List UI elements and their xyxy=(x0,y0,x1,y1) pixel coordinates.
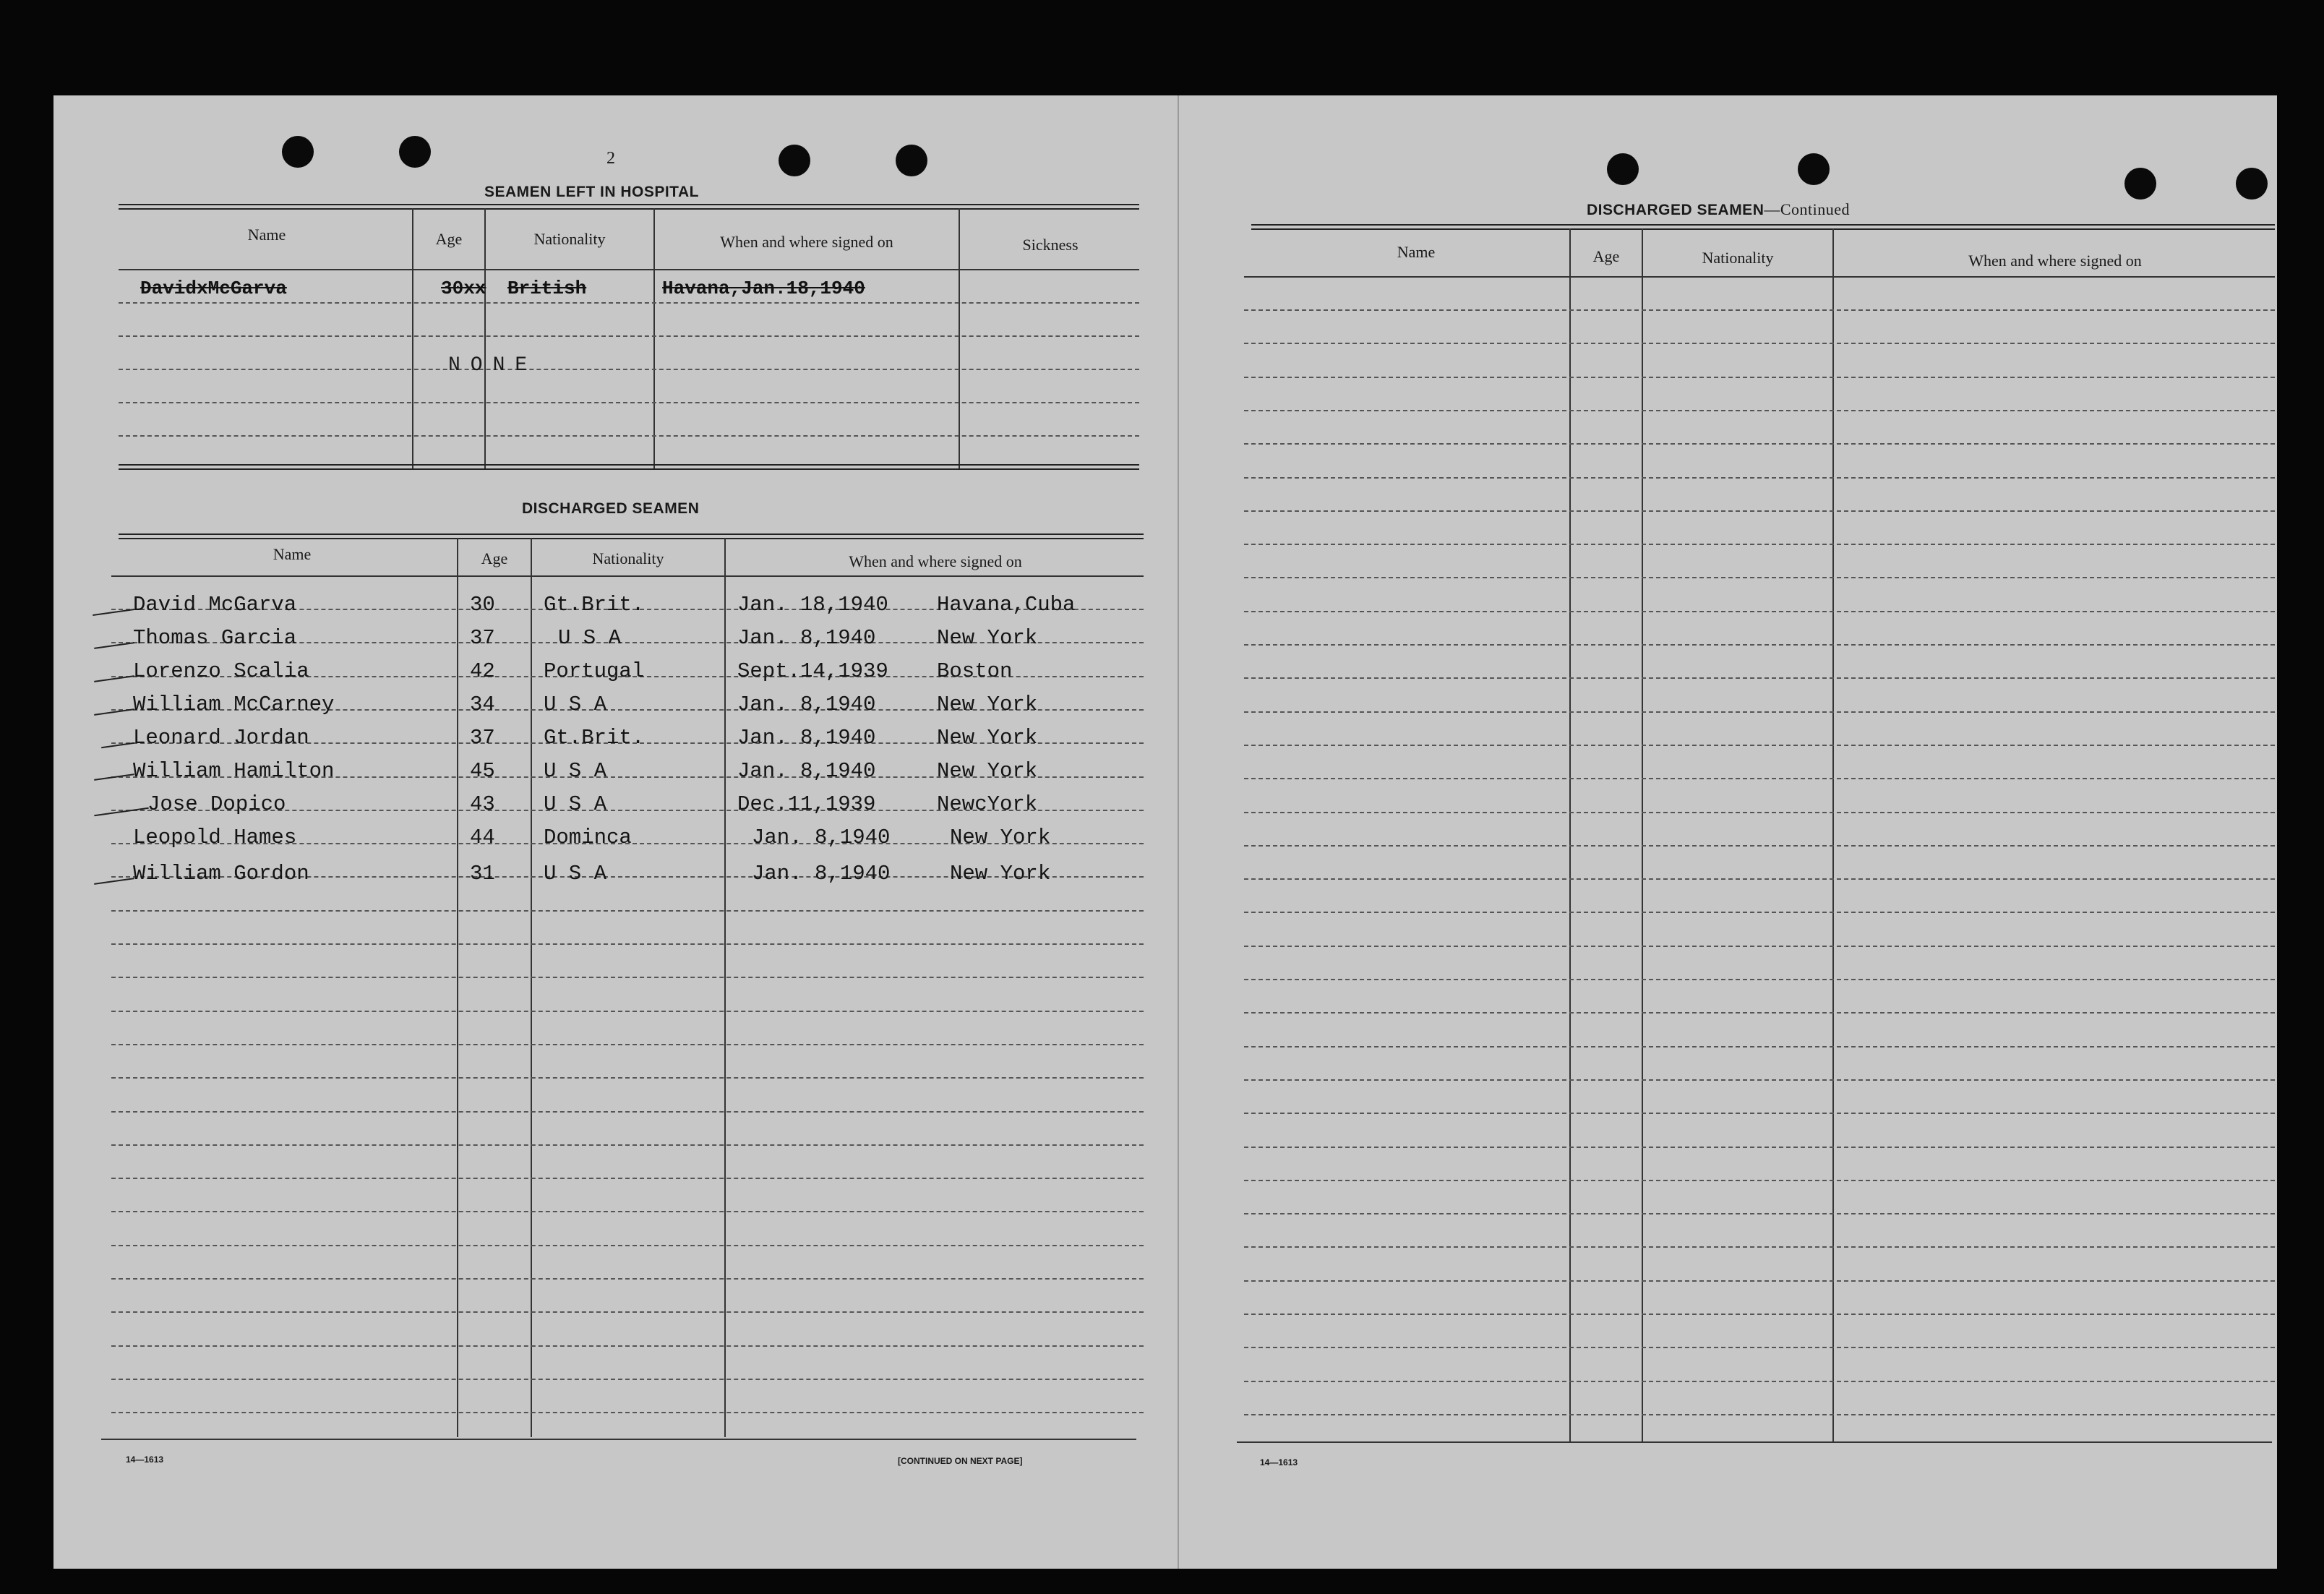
seaman-nationality: U S A xyxy=(544,862,607,886)
col-header-name: Name xyxy=(247,226,286,244)
col-header-name: Name xyxy=(1397,243,1436,261)
column-divider xyxy=(959,208,960,468)
row-rule xyxy=(111,1178,1144,1179)
row-rule xyxy=(111,1345,1144,1347)
seaman-age: 31 xyxy=(470,862,495,886)
row-rule xyxy=(111,1379,1144,1380)
document-sheet xyxy=(53,95,2277,1569)
col-header-signed-on: When and where signed on xyxy=(1968,252,2142,270)
col-header-signed-on: When and where signed on xyxy=(720,233,893,251)
row-rule xyxy=(111,1211,1144,1212)
row-rule xyxy=(1244,1347,2275,1348)
row-rule xyxy=(1244,1079,2275,1081)
right-title-text: DISCHARGED SEAMEN xyxy=(1587,202,1765,218)
punch-hole xyxy=(2236,168,2268,200)
col-header-age: Age xyxy=(1592,247,1620,265)
punch-hole xyxy=(1798,153,1830,185)
row-rule xyxy=(111,1245,1144,1246)
page-fold xyxy=(1178,95,1179,1569)
row-rule xyxy=(1244,477,2275,479)
row-rule xyxy=(1244,544,2275,545)
table-bottom-rule xyxy=(119,464,1139,466)
row-rule xyxy=(1244,1280,2275,1282)
row-rule xyxy=(119,369,1139,370)
col-header-signed-on: When and where signed on xyxy=(849,552,1022,570)
row-rule xyxy=(119,435,1139,437)
seaman-age: 44 xyxy=(470,826,495,849)
header-rule xyxy=(1244,276,2275,278)
col-header-age: Age xyxy=(435,230,463,248)
seaman-nationality: U S A xyxy=(544,693,607,716)
col-header-nationality: Nationality xyxy=(592,549,664,567)
row-rule xyxy=(111,977,1144,978)
row-rule xyxy=(1244,745,2275,746)
seaman-name: Thomas Garcia xyxy=(133,626,297,650)
table-bottom-rule xyxy=(119,468,1139,470)
signed-on-place: Boston xyxy=(937,659,1013,683)
row-rule xyxy=(1244,677,2275,679)
seaman-nationality: U S A xyxy=(558,626,622,650)
row-rule xyxy=(1244,711,2275,713)
seaman-nationality: Gt.Brit. xyxy=(544,726,645,750)
col-header-nationality: Nationality xyxy=(533,230,606,248)
signed-on-place: New York xyxy=(937,626,1038,650)
seaman-nationality: Gt.Brit. xyxy=(544,593,645,617)
signed-on-place: NewcYork xyxy=(937,792,1038,816)
row-rule xyxy=(111,943,1144,945)
col-header-name: Name xyxy=(273,545,312,563)
signed-on-date: Jan. 8,1940 xyxy=(737,626,876,650)
row-rule xyxy=(111,1111,1144,1113)
row-rule xyxy=(1244,644,2275,646)
row-rule xyxy=(1244,878,2275,880)
signed-on-date: Jan. 8,1940 xyxy=(752,862,891,886)
row-rule xyxy=(111,1044,1144,1045)
seaman-name: David McGarva xyxy=(133,593,297,617)
row-rule xyxy=(1244,812,2275,813)
table-top-rule xyxy=(119,208,1139,210)
form-number: 14—1613 xyxy=(126,1454,164,1465)
signed-on-date: Jan. 8,1940 xyxy=(752,826,891,849)
row-rule xyxy=(1244,1213,2275,1214)
seaman-age: 37 xyxy=(470,626,495,650)
row-rule xyxy=(111,1011,1144,1012)
seaman-age: 43 xyxy=(470,792,495,816)
row-rule xyxy=(111,1278,1144,1280)
seaman-name: Leonard Jordan xyxy=(133,726,309,750)
table-bottom-rule xyxy=(101,1439,1136,1440)
row-rule xyxy=(1244,946,2275,947)
signed-on-date: Jan. 18,1940 xyxy=(737,593,888,617)
header-rule xyxy=(111,575,1144,577)
seaman-age: 34 xyxy=(470,693,495,716)
left-page xyxy=(53,95,1170,1569)
row-rule xyxy=(119,335,1139,337)
row-rule xyxy=(1244,1046,2275,1047)
seaman-nationality: U S A xyxy=(544,792,607,816)
seaman-name: Jose Dopico xyxy=(147,792,286,816)
column-divider xyxy=(412,208,413,468)
row-rule xyxy=(1244,611,2275,612)
struck-signed-on: Havana,Jan.18,1940 xyxy=(662,278,865,299)
table-top-rule xyxy=(119,204,1139,205)
row-rule xyxy=(1244,1180,2275,1181)
punch-hole xyxy=(1607,153,1639,185)
signed-on-date: Jan. 8,1940 xyxy=(737,726,876,750)
signed-on-date: Jan. 8,1940 xyxy=(737,759,876,783)
right-page xyxy=(1185,95,2277,1569)
signed-on-place: New York xyxy=(950,862,1051,886)
signed-on-place: New York xyxy=(937,759,1038,783)
column-divider xyxy=(724,538,726,1437)
row-rule xyxy=(1244,343,2275,344)
row-rule xyxy=(111,1311,1144,1313)
row-rule xyxy=(119,302,1139,304)
page-number: 2 xyxy=(606,149,615,168)
none-entry: NONE xyxy=(448,354,538,377)
column-divider xyxy=(484,208,486,468)
row-rule xyxy=(1244,309,2275,311)
row-rule xyxy=(119,402,1139,403)
seaman-age: 37 xyxy=(470,726,495,750)
col-header-nationality: Nationality xyxy=(1702,249,1774,267)
hospital-section-title: SEAMEN LEFT IN HOSPITAL xyxy=(484,184,699,200)
seaman-age: 42 xyxy=(470,659,495,683)
signed-on-place: New York xyxy=(937,726,1038,750)
row-rule xyxy=(1244,1381,2275,1382)
seaman-name: William Hamilton xyxy=(133,759,335,783)
seaman-nationality: Dominca xyxy=(544,826,632,849)
column-divider xyxy=(653,208,655,468)
column-divider xyxy=(531,538,532,1437)
row-rule xyxy=(1244,778,2275,779)
row-rule xyxy=(111,1412,1144,1413)
seaman-age: 45 xyxy=(470,759,495,783)
punch-hole xyxy=(282,136,314,168)
col-header-sickness: Sickness xyxy=(1022,236,1079,254)
row-rule xyxy=(1244,443,2275,445)
row-rule xyxy=(1244,1414,2275,1415)
punch-hole xyxy=(896,145,927,176)
header-rule xyxy=(119,269,1139,270)
seaman-name: Lorenzo Scalia xyxy=(133,659,309,683)
signed-on-date: Sept.14,1939 xyxy=(737,659,888,683)
tally-mark xyxy=(94,807,149,817)
row-rule xyxy=(111,910,1144,912)
struck-age: 30xx xyxy=(441,278,486,299)
seaman-age: 30 xyxy=(470,593,495,617)
seaman-name: Leopold Hames xyxy=(133,826,297,849)
row-rule xyxy=(1244,1113,2275,1114)
row-rule xyxy=(1244,1314,2275,1315)
table-top-rule xyxy=(119,538,1144,539)
table-top-rule xyxy=(1251,224,2275,226)
signed-on-place: New York xyxy=(937,693,1038,716)
signed-on-date: Dec.11,1939 xyxy=(737,792,876,816)
row-rule xyxy=(111,1144,1144,1146)
punch-hole xyxy=(399,136,431,168)
discharged-section-title: DISCHARGED SEAMEN xyxy=(522,500,700,517)
row-rule xyxy=(111,1077,1144,1079)
row-rule xyxy=(1244,912,2275,913)
continued-note: [CONTINUED ON NEXT PAGE] xyxy=(898,1456,1023,1466)
col-header-age: Age xyxy=(481,549,508,567)
seaman-name: William Gordon xyxy=(133,862,309,886)
row-rule xyxy=(1244,377,2275,378)
table-top-rule xyxy=(119,534,1144,535)
right-title-suffix: —Continued xyxy=(1764,200,1851,218)
struck-nationality: British xyxy=(507,278,587,299)
punch-hole xyxy=(779,145,810,176)
row-rule xyxy=(1244,577,2275,578)
seaman-nationality: U S A xyxy=(544,759,607,783)
signed-on-place: Havana,Cuba xyxy=(937,593,1076,617)
struck-name: DavidxMcGarva xyxy=(140,278,287,299)
signed-on-date: Jan. 8,1940 xyxy=(737,693,876,716)
table-top-rule xyxy=(1251,228,2275,230)
right-section-title xyxy=(1587,200,1850,219)
row-rule xyxy=(1244,845,2275,847)
tally-mark xyxy=(94,878,134,885)
row-rule xyxy=(1244,1246,2275,1248)
row-rule xyxy=(1244,979,2275,980)
row-rule xyxy=(1244,410,2275,411)
seaman-nationality: Portugal xyxy=(544,659,645,683)
row-rule xyxy=(1244,510,2275,512)
column-divider xyxy=(457,538,458,1437)
form-number: 14—1613 xyxy=(1260,1457,1298,1467)
row-rule xyxy=(1244,1012,2275,1014)
punch-hole xyxy=(2124,168,2156,200)
row-rule xyxy=(1244,1147,2275,1148)
seaman-name: William McCarney xyxy=(133,693,335,716)
signed-on-place: New York xyxy=(950,826,1051,849)
table-bottom-rule xyxy=(1237,1441,2272,1443)
